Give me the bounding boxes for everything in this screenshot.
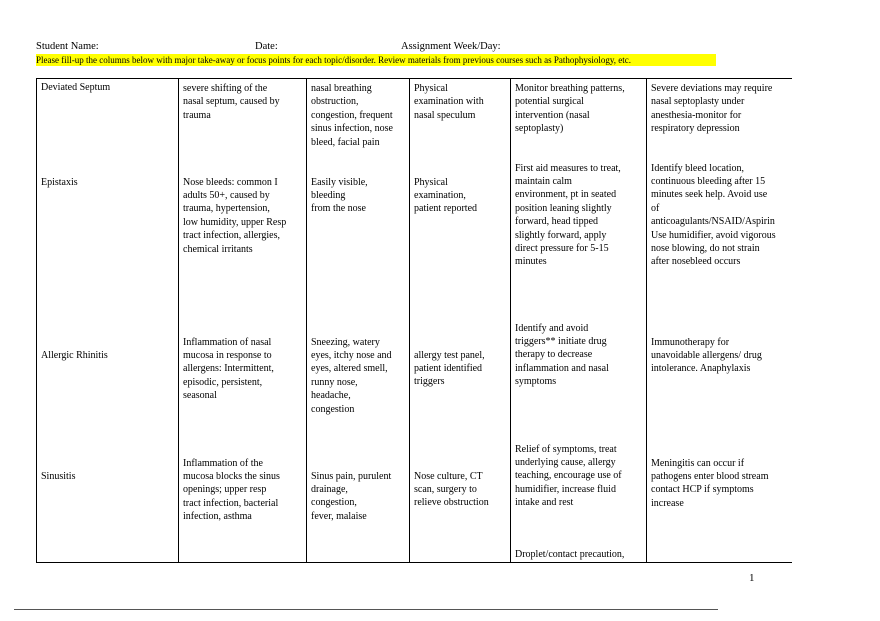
symptoms-cell: Easily visible, bleeding from the nose [307, 159, 410, 319]
disorder-name: Allergic Rhinitis [37, 319, 179, 440]
diagnosis-cell: Physical examination with nasal speculum [410, 79, 511, 159]
cause-cell: severe shifting of the nasal septum, caused by trauma [179, 79, 307, 159]
disorder-name [37, 548, 179, 563]
table-row [37, 548, 792, 563]
diagnosis-cell: Nose culture, CT scan, surgery to relieve obstruction [410, 440, 511, 548]
student-name-label: Student Name: [36, 41, 99, 52]
cause-cell: Inflammation of the mucosa blocks the sinus openings; upper resp tract infection, bacterial infection, asthma [179, 440, 307, 548]
cause-cell [179, 548, 307, 563]
table-row [37, 319, 792, 440]
considerations-cell: Meningitis can occur if pathogens enter blood stream contact HCP if symptoms increase [647, 440, 792, 548]
symptoms-cell: nasal breathing obstruction, congestion, frequent sinus infection, nose bleed, facial pain [307, 79, 410, 159]
disorder-table [36, 78, 792, 563]
cause-cell: Nose bleeds: common I adults 50+, caused by trauma, hypertension, low humidity, upper Resp tract infection, allergies, chemical irritants [179, 159, 307, 319]
assignment-label: Assignment Week/Day: [401, 41, 501, 52]
disorder-name: Sinusitis [37, 440, 179, 548]
considerations-cell: Severe deviations may require nasal septoplasty under anesthesia-monitor for respiratory depression [647, 79, 792, 159]
disorder-name: Epistaxis [37, 159, 179, 319]
considerations-cell [647, 548, 792, 563]
disorder-name: Deviated Septum [37, 79, 179, 159]
interventions-cell: Droplet/contact precaution, [511, 548, 647, 563]
interventions-cell: Identify and avoid triggers** initiate drug therapy to decrease inflammation and nasal symptoms [511, 319, 647, 440]
diagnosis-cell: Physical examination, patient reported [410, 159, 511, 319]
cause-cell: Inflammation of nasal mucosa in response to allergens: Intermittent, episodic, persistent, seasonal [179, 319, 307, 440]
symptoms-cell: Sneezing, watery eyes, itchy nose and eyes, altered smell, runny nose, headache, congestion [307, 319, 410, 440]
diagnosis-cell: allergy test panel, patient identified triggers [410, 319, 511, 440]
table-row [37, 159, 792, 319]
interventions-cell: Relief of symptoms, treat underlying cause, allergy teaching, encourage use of humidifier, increase fluid intake and rest [511, 440, 647, 548]
date-label: Date: [255, 41, 278, 52]
page-divider [14, 609, 718, 610]
interventions-cell: First aid measures to treat, maintain calm environment, pt in seated position leaning slightly forward, head tipped slightly forward, apply direct pressure for 5-15 minutes [511, 159, 647, 319]
symptoms-cell: Sinus pain, purulent drainage, congestion, fever, malaise [307, 440, 410, 548]
considerations-cell: Immunotherapy for unavoidable allergens/ drug intolerance. Anaphylaxis [647, 319, 792, 440]
interventions-cell: Monitor breathing patterns, potential surgical intervention (nasal septoplasty) [511, 79, 647, 159]
symptoms-cell [307, 548, 410, 563]
table-row [37, 440, 792, 548]
page-number: 1 [749, 572, 755, 584]
considerations-cell: Identify bleed location, continuous bleeding after 15 minutes seek help. Avoid use of anticoagulants/NSAID/Aspirin Use humidifier, avoid vigorous nose blowing, do not strain after nosebleed occurs [647, 159, 792, 319]
instruction-highlight: Please fill-up the columns below with major take-away or focus points for each topic/disorder. Review materials from previous courses such as Pathophysiology, etc. [36, 54, 716, 66]
table-row [37, 79, 792, 159]
diagnosis-cell [410, 548, 511, 563]
